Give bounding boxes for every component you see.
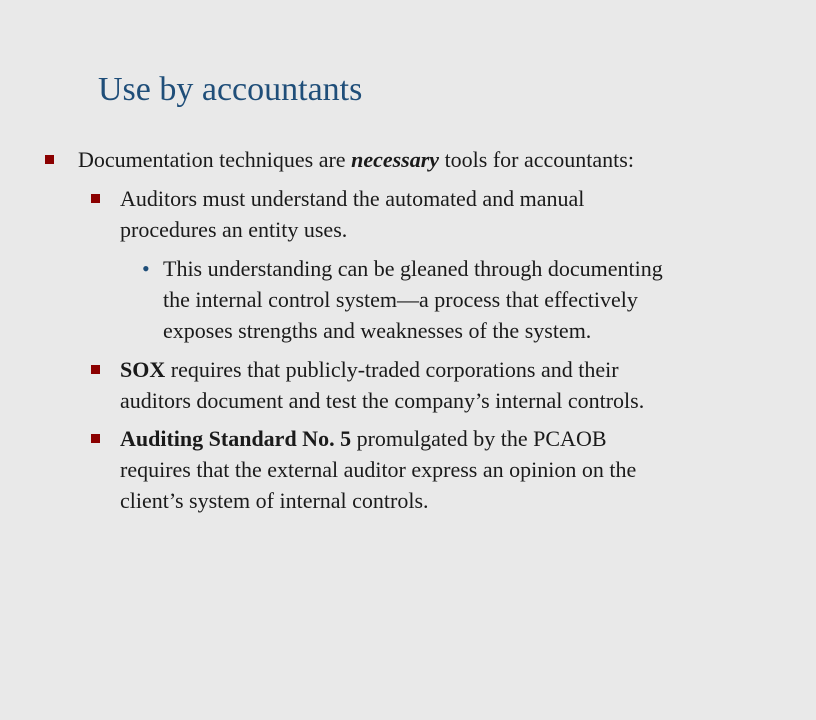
square-bullet-icon (91, 365, 100, 374)
square-bullet-icon (91, 434, 100, 443)
bullet-line: promulgated by the PCAOB (351, 426, 607, 451)
bullet-text-suffix: tools for accountants: (439, 147, 634, 172)
bold-sox: SOX (120, 357, 166, 382)
bullet-text (163, 253, 663, 346)
square-bullet-icon (45, 155, 54, 164)
bullet-line: auditors document and test the company’s internal controls. (120, 388, 645, 413)
bullet-line: This understanding can be gleaned through documenting (163, 256, 663, 281)
bullet-text (120, 423, 636, 516)
bullet-text-prefix: Documentation techniques are (78, 147, 352, 172)
square-bullet-icon (91, 194, 100, 203)
bullet-line: procedures an entity uses. (120, 217, 348, 242)
bold-auditing-standard: Auditing Standard No. 5 (120, 426, 352, 451)
bullet-line: client’s system of internal controls. (120, 488, 429, 513)
dot-bullet-icon: • (142, 256, 150, 281)
bullet-line: requires that the external auditor express an opinion on the (120, 457, 637, 482)
bullet-line: the internal control system—a process that effectively (163, 287, 638, 312)
bullet-text (78, 144, 634, 175)
bullet-text (120, 183, 584, 245)
bullet-line: Auditors must understand the automated and manual (120, 186, 585, 211)
bullet-text (120, 354, 644, 416)
emphasis-necessary: necessary (351, 147, 440, 172)
slide-title: Use by accountants (98, 71, 363, 108)
bullet-line: requires that publicly-traded corporations and their (165, 357, 619, 382)
bullet-line: exposes strengths and weaknesses of the system. (163, 318, 592, 343)
